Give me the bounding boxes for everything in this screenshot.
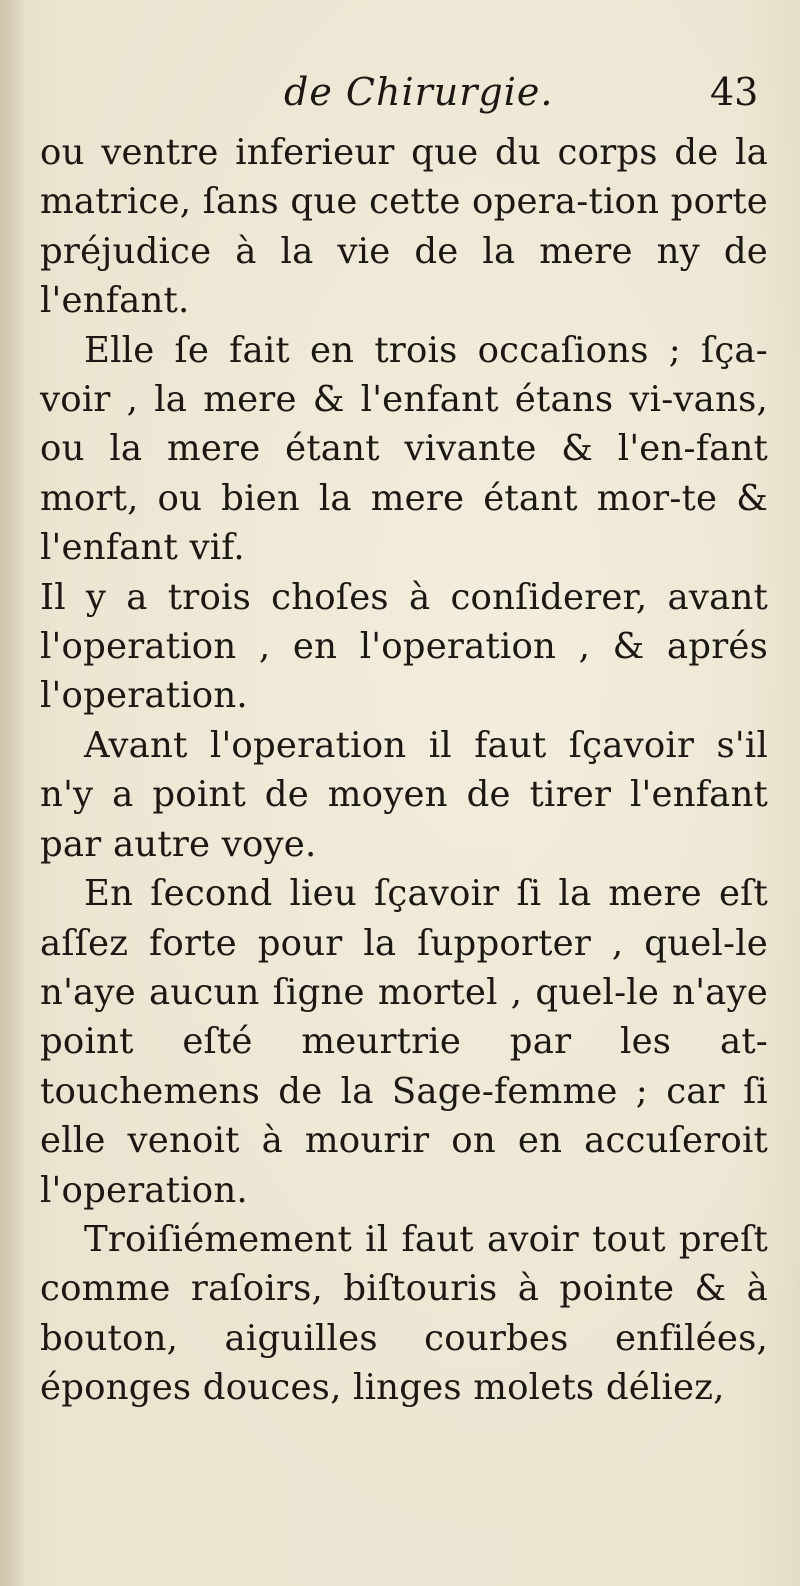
paragraph-2: Elle ſe fait en trois occaſions ; ſça-voir , la mere & l'enfant étans vi-vans, ou la mere étant vivante & l'en-fant mort, ou bien la mere étant mor-te & l'enfant vif. <box>40 329 768 569</box>
page-gutter-shadow <box>0 0 26 1586</box>
paragraph-4: Avant l'operation il faut ſçavoir s'il n'y a point de moyen de tirer l'enfant par autre voye. <box>40 724 768 865</box>
paragraph-1: ou ventre inferieur que du corps de la matrice, ſans que cette opera-tion porte préjudice à la vie de la mere ny de l'enfant. <box>40 132 768 322</box>
page-header <box>0 62 800 122</box>
paragraph-6: Troiſiémement il faut avoir tout preſt comme raſoirs, biſtouris à pointe & à bouton, aiguilles courbes enfilées, éponges douces, linges molets déliez, <box>40 1218 768 1409</box>
page-number: 43 <box>710 70 759 114</box>
paragraph-5: En ſecond lieu ſçavoir ſi la mere eſt aſſez forte pour la ſupporter , quel-le n'aye aucun ſigne mortel , quel-le n'aye point eſté meurtrie par les at-touchemens de la Sage-femme ; car ſi elle venoit à mourir on en accuſeroit l'operation. <box>40 873 768 1211</box>
paragraph-3: Il y a trois choſes à conſiderer, avant l'operation , en l'operation , & aprés l'operation. <box>40 576 768 717</box>
running-title: de Chirurgie. <box>284 70 554 114</box>
text-body <box>40 128 768 1548</box>
